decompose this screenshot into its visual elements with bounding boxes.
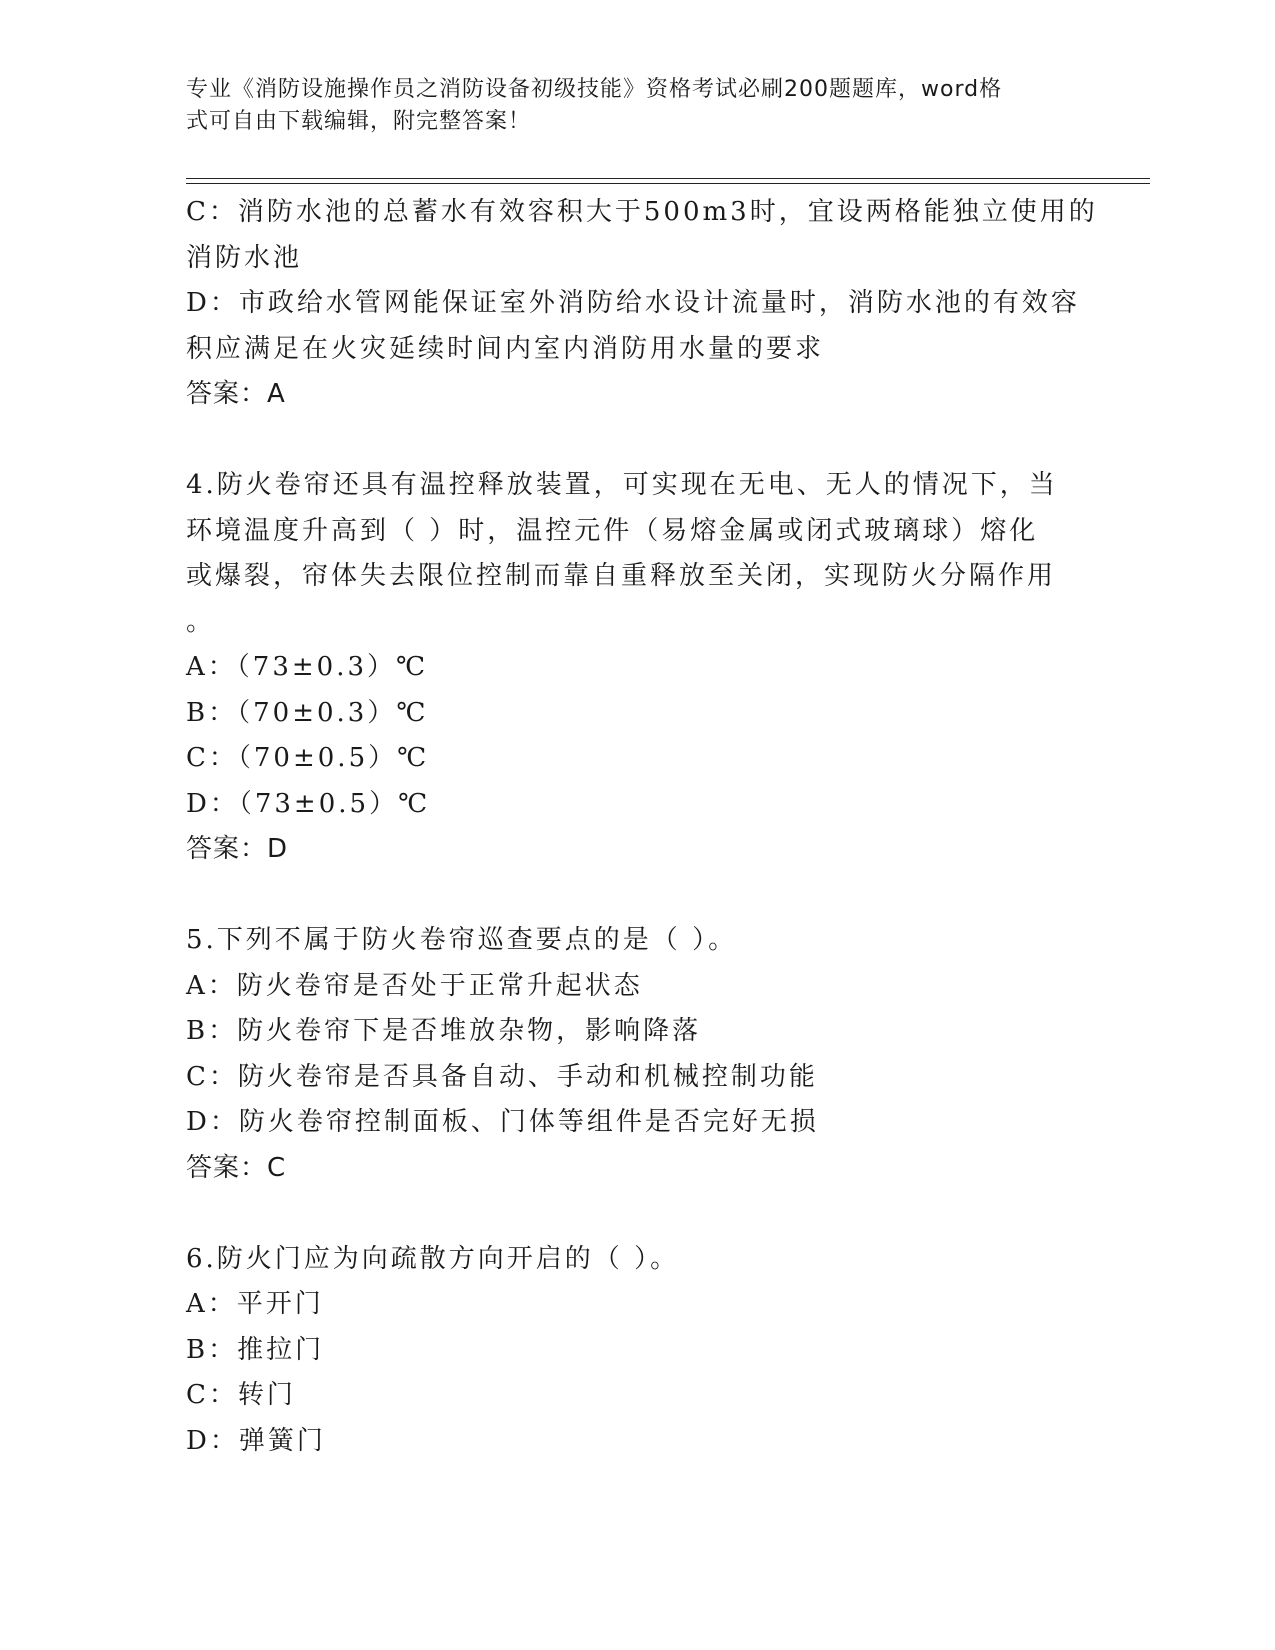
option-b: B：推拉门 [186, 1334, 325, 1365]
option-b: B：防火卷帘下是否堆放杂物，影响降落 [186, 1016, 702, 1046]
option-c-line-1: C：消防水池的总蓄水有效容积大于500m3时，宜设两格能独立使用的 [186, 197, 1098, 227]
header-rule-bottom [186, 183, 1150, 184]
spacer [186, 873, 1086, 919]
question-stem: 5.下列不属于防火卷帘巡查要点的是（ ）。 [186, 925, 738, 955]
document-body [186, 190, 1098, 1464]
option-d: D：防火卷帘控制面板、门体等组件是否完好无损 [186, 1107, 819, 1137]
spacer [186, 418, 1086, 464]
option-d-line-2: 积应满足在火灾延续时间内室内消防用水量的要求 [186, 333, 825, 364]
question-stem-line-1: 4.防火卷帘还具有温控释放装置，可实现在无电、无人的情况下，当 [186, 470, 1058, 500]
option-c: C：转门 [186, 1380, 296, 1410]
question-stem-line-3: 或爆裂，帘体失去限位控制而靠自重释放至关闭，实现防火分隔作用 [186, 561, 1057, 591]
answer-label: 答案：D [186, 834, 289, 864]
prev-question [186, 190, 1098, 418]
document-header [186, 74, 1066, 138]
option-d: D：弹簧门 [186, 1425, 326, 1456]
question-6 [186, 1237, 1086, 1465]
question-4 [186, 463, 1086, 873]
question-stem: 6.防火门应为向疏散方向开启的（ ）。 [186, 1243, 680, 1274]
question-stem-line-2: 环境温度升高到（ ）时，温控元件（易熔金属或闭式玻璃球）熔化 [186, 515, 1039, 546]
option-a: A：防火卷帘是否处于正常升起状态 [186, 970, 643, 1001]
spacer [186, 1191, 1086, 1237]
question-5 [186, 918, 1086, 1191]
option-c: C：防火卷帘是否具备自动、手动和机械控制功能 [186, 1061, 818, 1092]
option-a: A：平开门 [186, 1289, 324, 1319]
header-line-1: 专业《消防设施操作员之消防设备初级技能》资格考试必刷200题题库，word格 [186, 77, 1003, 102]
header-line-2: 式可自由下载编辑，附完整答案！ [186, 109, 532, 134]
answer-label: 答案：C [186, 1152, 287, 1183]
header-rule-top [186, 178, 1150, 179]
answer-label: 答案：A [186, 379, 286, 409]
option-a: A：（73±0.3）℃ [186, 652, 429, 682]
question-stem-line-4: 。 [186, 606, 216, 637]
option-b: B：（70±0.3）℃ [186, 697, 429, 728]
option-c: C：（70±0.5）℃ [186, 743, 430, 773]
option-d-line-1: D：市政给水管网能保证室外消防给水设计流量时，消防水池的有效容 [186, 288, 1080, 318]
option-c-line-2: 消防水池 [186, 242, 303, 273]
option-d: D：（73±0.5）℃ [186, 788, 431, 819]
